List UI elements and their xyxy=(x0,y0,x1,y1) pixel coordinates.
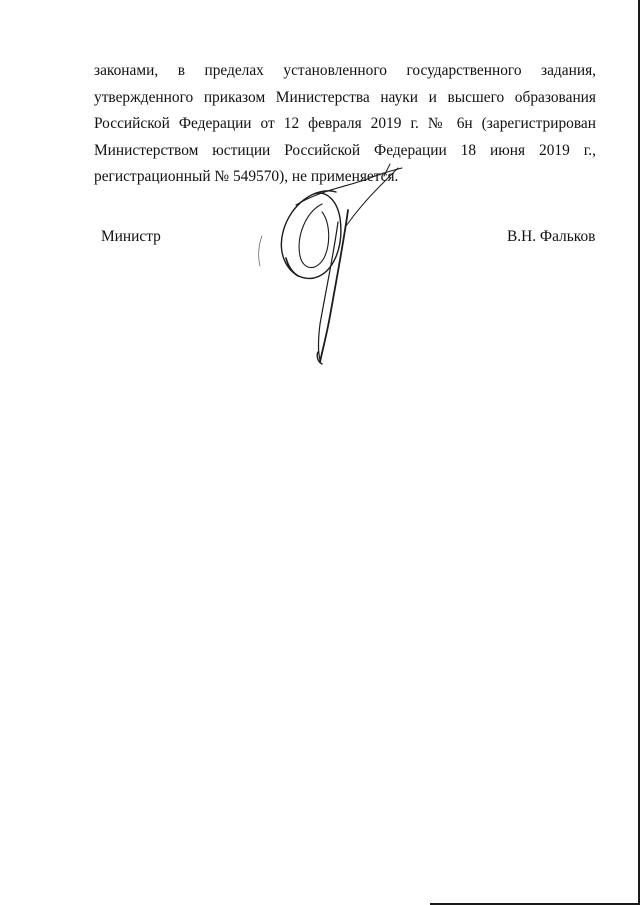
paragraph-line-3: Российской Федерации от 12 февраля 2019 г. № 6н (зарегистрирован xyxy=(94,115,596,132)
signatory-name: В.Н. Фальков xyxy=(507,228,596,245)
paragraph-line-1: законами, в пределах установленного государственного задания, xyxy=(94,62,596,79)
signatory-title: Министр xyxy=(101,228,161,245)
paragraph-line-4: Министерством юстиции Российской Федерации 18 июня 2019 г., xyxy=(94,141,596,159)
body-paragraph xyxy=(94,58,596,191)
paragraph-line-5: регистрационный № 549570), не применяется. xyxy=(94,168,399,185)
paragraph-line-2: утвержденного приказом Министерства науки и высшего образования xyxy=(94,88,596,106)
